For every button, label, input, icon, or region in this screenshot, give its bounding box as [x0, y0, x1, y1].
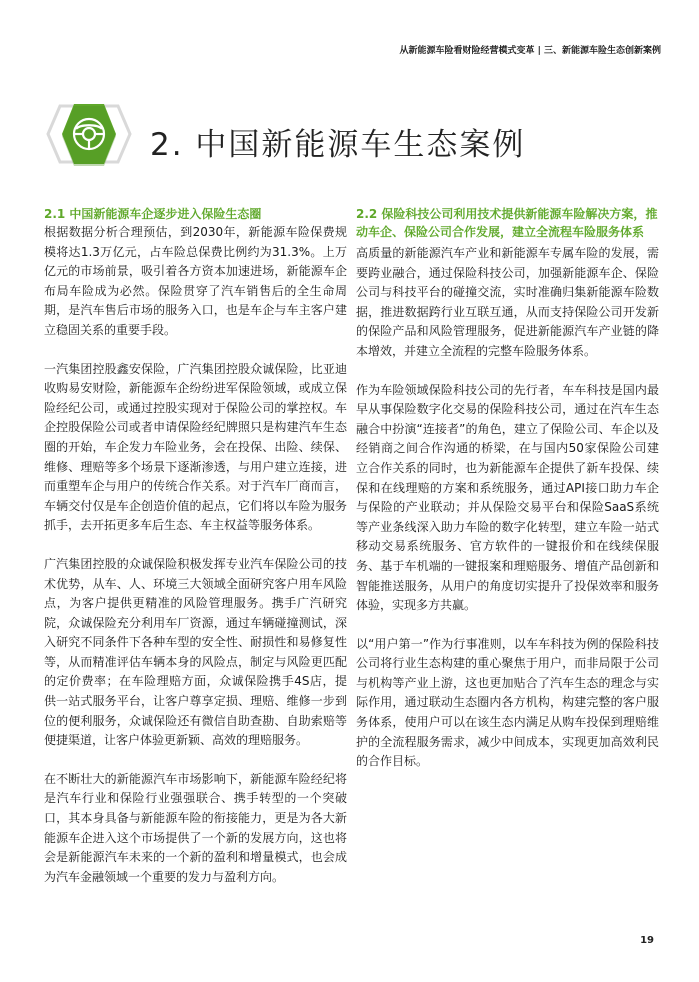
page-number: 19 [640, 935, 654, 946]
paragraph: 作为车险领域保险科技公司的先行者，车车科技是国内最早从事保险数字化交易的保险科技公司，通过在汽车生态融合中扮演“连接者”的角色，建立了保险公司、车企以及经销商之间合作沟通的桥梁，在与国内50家保险公司建立合作关系的同时，也为新能源车企提供了新车投保、续保和在线理赔的方案和系统服务，通过API接口助力车企与保险的产业联动；并从保险交易平台和保险SaaS系统等产业条线深入助力车险的数字化转型，建立车险一站式移动交易系统服务、官方软件的一键报价和在线续保服务、基于车机端的一键报案和理赔服务、增值产品创新和智能推送服务，从用户的角度切实提升了投保效率和服务体验，实现多方共赢。 [356, 382, 659, 613]
paragraph: 一汽集团控股鑫安保险，广汽集团控股众诚保险，比亚迪收购易安财险，新能源车企纷纷进军保险领域，或成立保险经纪公司，或通过控股实现对于保险公司的掌控权。车企控股保险公司或者申请保险经纪牌照只是构建汽车生态圈的开始，车企发力车险业务，会在投保、出险、续保、维修、理赔等多个场景下逐渐渗透，与用户建立连接，进而重塑车企与用户的传统合作关系。对于汽车厂商而言，车辆交付仅是车企创造价值的起点，它们将以车险为服务抓手，去开拓更多车后生态、车主权益等服务体系。 [44, 361, 347, 533]
paragraph: 高质量的新能源汽车产业和新能源车专属车险的发展，需要跨业融合，通过保险科技公司，加强新能源车企、保险公司与科技平台的碰撞交流，实时准确归集新能源车险数据，推进数据跨行业互联互通，从而支持保险公司开发新的保险产品和风险管理服务，促进新能源汽车产业链的降本增效，并建立全流程的完整车险服务体系。 [356, 246, 659, 358]
paragraph: 根据数据分析合理预估，到2030年，新能源车险保费规模将达1.3万亿元，占车险总保费比例约为31.3%。上万亿元的市场前景，吸引着各方资本加速进场，新能源车企布局车险成为必然。保险贯穿了汽车销售后的全生命周期，是汽车售后市场的服务入口，也是车企与车主客户建立稳固关系的重要手段。 [44, 225, 347, 337]
left-column [44, 205, 347, 906]
paragraph: 在不断壮大的新能源汽车市场影响下，新能源车险经纪将是汽车行业和保险行业强强联合、携手转型的一个突破口，其本身具备与新能源车险的衔接能力，更是为各大新能源车企进入这个市场提供了一个新的发展方向，这也将会是新能源汽车未来的一个新的盈利和增量模式，也会成为汽车金融领域一个重要的发力与盈利方向。 [44, 771, 347, 884]
section-title: 2. 中国新能源车生态案例 [150, 126, 526, 163]
running-header: 从新能源车险看财险经营模式变革 | 三、新能源车险生态创新案例 [399, 46, 661, 56]
subsection-heading-2-2: 2.2 保险科技公司利用技术提供新能源车险解决方案，推动车企、保险公司合作发展，建立全流程车险服务体系 [356, 207, 658, 239]
right-column [356, 205, 659, 791]
paragraph: 广汽集团控股的众诚保险积极发挥专业汽车保险公司的技术优势，从车、人、环境三大领域全面研究客户用车风险点，为客户提供更精准的风险管理服务。携手广汽研究院，众诚保险充分利用车厂资源，通过车辆碰撞测试，深入研究不同条件下各种车型的安全性、耐损性和易修复性等，从而精准评估车辆本身的风险点，制定与风险更匹配的定价费率；在车险理赔方面，众诚保险携手4S店，提供一站式服务平台，让客户尊享定损、理赔、维修一步到位的便利服务，众诚保险还有微信自助查勘、自助索赔等便捷渠道，让客户体验更新颖、高效的理赔服务。 [44, 556, 347, 748]
subsection-heading-2-1: 2.1 中国新能源车企逐步进入保险生态圈 [44, 207, 262, 221]
paragraph: 以“用户第一”作为行事准则，以车车科技为例的保险科技公司将行业生态构建的重心聚焦于用户，而非局限于公司与机构等产业上游，这也更加贴合了汽车生态的理念与实际作用，通过联动生态圈内各方机构，构建完整的客户服务体系，使用户可以在该生态内满足从购车投保到理赔维护的全流程服务需求，减少中间成本，实现更加高效利民的合作目标。 [356, 636, 659, 769]
section-hex-logo [40, 100, 140, 168]
